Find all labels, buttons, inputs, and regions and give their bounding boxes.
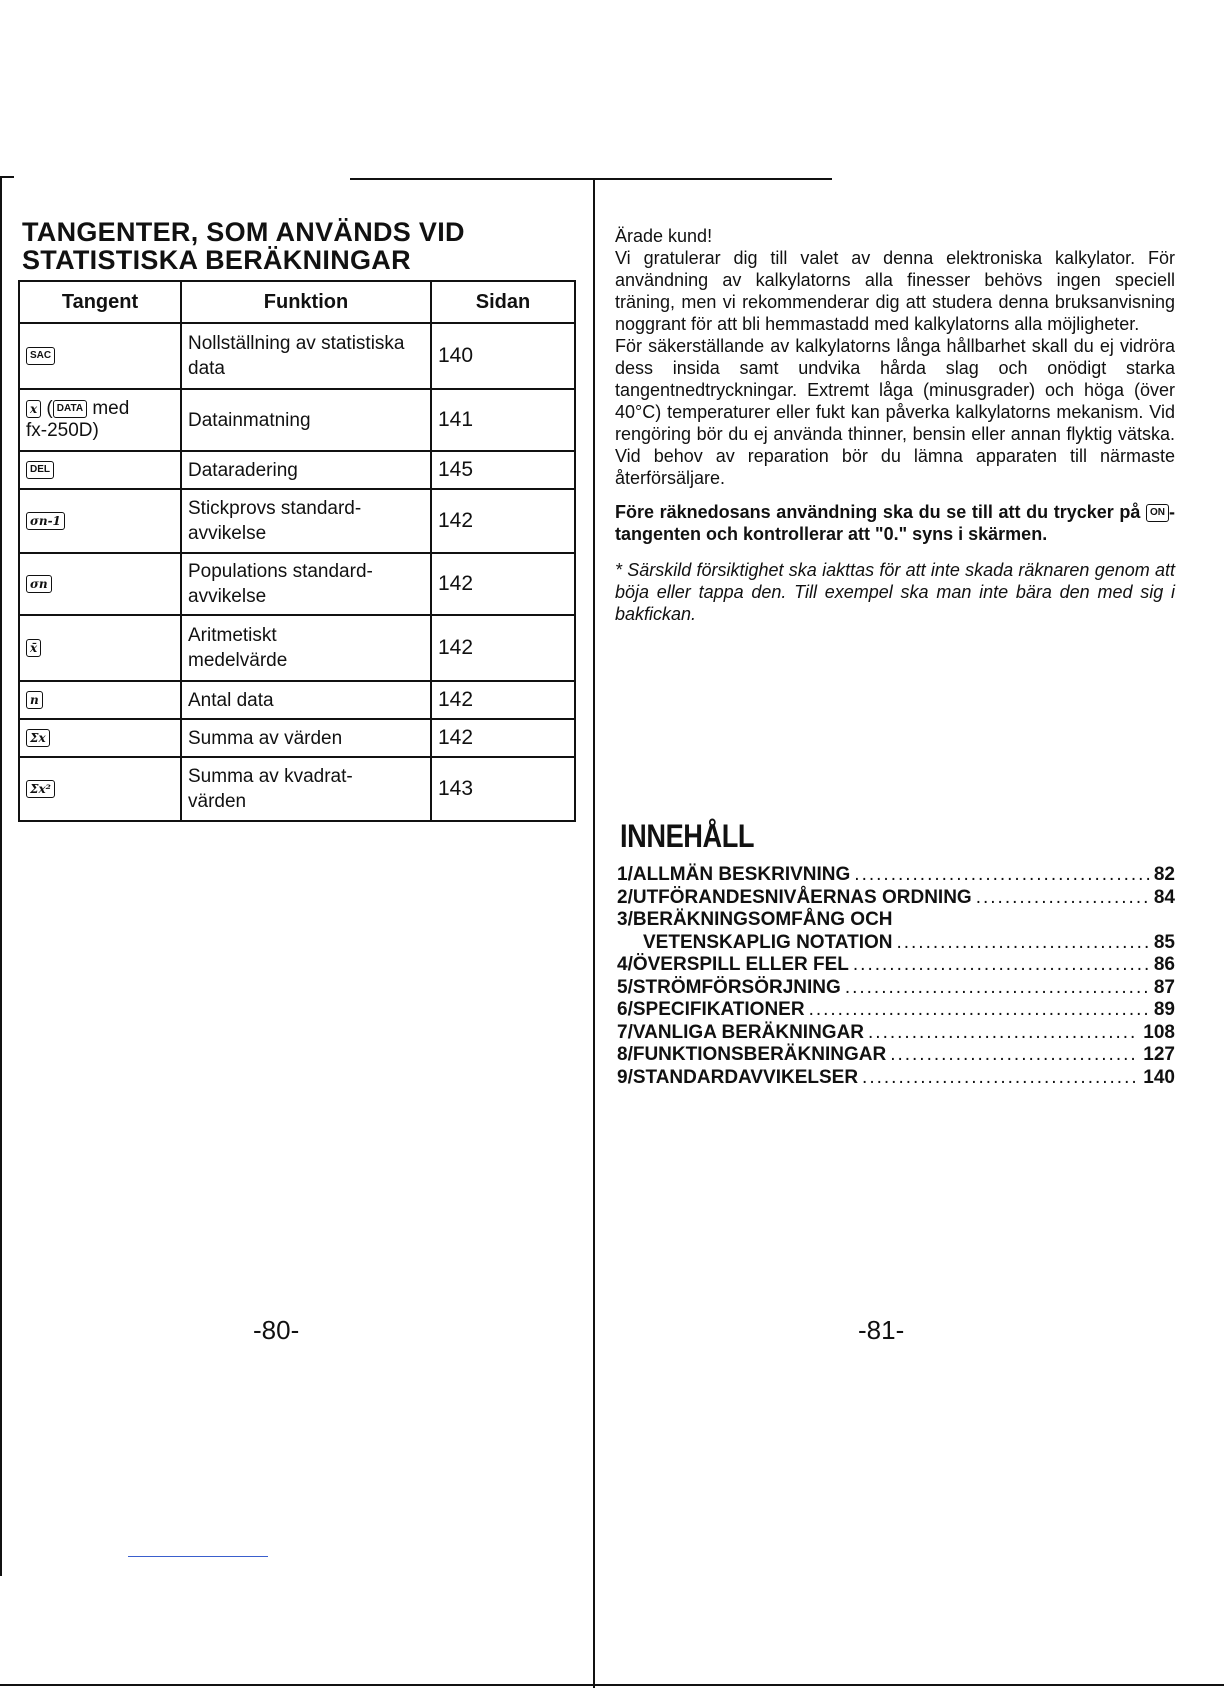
header-sidan: Sidan [431,281,575,323]
toc-item: 7/VANLIGA BERÄKNINGAR ..... 108 [617,1022,1175,1045]
statistics-keys-table [18,280,576,822]
sum-x-squared-key-icon: Σx² [26,780,55,798]
power-on-text: Före räknedosans användning ska du se till att du trycker på [615,502,1146,522]
top-rule [350,178,832,180]
toc-item: 2/UTFÖRANDESNIVÅERNAS ORDNING ..... 84 [617,887,1175,910]
toc-item: 6/SPECIFIKATIONER ..... 89 [617,999,1175,1022]
header-tangent: Tangent [19,281,181,323]
page-title [22,218,582,274]
function-cell: Antal data [181,681,431,719]
table-row [19,681,575,719]
x-key-icon: x [26,400,41,418]
key-note-model: fx-250D) [26,420,99,441]
table-row [19,553,575,615]
title-line-1: TANGENTER, SOM ANVÄNDS VID [22,217,465,247]
function-cell: Summa av värden [181,719,431,757]
function-line: värden [188,791,247,812]
function-line: medelvärde [188,650,288,671]
toc-item: 3/BERÄKNINGSOMFÅNG OCH [617,909,893,930]
on-key-icon: ON [1146,504,1169,522]
page-number-left: -80- [253,1315,300,1345]
x-bar-key-icon: x̄ [26,639,41,657]
greeting: Ärade kund! [615,226,713,246]
toc-item: 4/ÖVERSPILL ELLER FEL ..... 86 [617,954,1175,977]
toc-item: VETENSKAPLIG NOTATION ..... 85 [617,932,1175,955]
table-row [19,719,575,757]
function-line: Aritmetiskt [188,625,277,646]
table-row [19,489,575,553]
power-on-text-end: -tangenten och kontrollerar att "0." syns i skärmen. [615,502,1175,544]
table-row [19,323,575,389]
toc-item: 9/STANDARDAVVIKELSER ..... 140 [617,1067,1175,1090]
n-key-icon: n [26,691,43,709]
table-of-contents [617,864,1175,1089]
page-cell: 142 [431,489,575,553]
function-line: Populations standard- [188,561,373,582]
page-cell: 141 [431,389,575,451]
left-border-rule [0,176,2,1576]
key-note: med [92,398,130,419]
page-cell: 142 [431,615,575,681]
toc-item: 8/FUNKTIONSBERÄKNINGAR ..... 127 [617,1044,1175,1067]
contents-title: INNEHÅLL [620,818,755,854]
care-paragraph: För säkerställande av kalkylatorns långa hållbarhet skall du ej vidröra dess insida samt undvika hårda slag och onödigt starka tangentnedtryckningar. Extremt låga (minusgrader) och höga (över 40°C) temperaturer eller fukt kan påverka kalkylatorns mekanism. Vid rengöring bör du ej använda thinner, bensin eller annan flyktig vätska. Vid behov av reparation bör du lämna apparaten till närmaste återförsäljare. [615,336,1175,488]
title-line-2: STATISTISKA BERÄKNINGAR [22,245,411,275]
sigma-n-key-icon: σn [26,575,52,593]
toc-item: 1/ALLMÄN BESKRIVNING ..... 82 [617,864,1175,887]
data-key-icon: DATA [53,400,87,418]
page-cell: 142 [431,681,575,719]
page-cell: 142 [431,719,575,757]
intro-paragraph: Vi gratulerar dig till valet av denna elektroniska kalkylator. För användning av kalkylatorns alla finesser behövs ingen speciell träning, men vi rekommenderar dig att studera denna bruksanvisning noggrant för att bli hemmastadd med kalkylatorns alla möjligheter. [615,248,1175,334]
function-cell: Dataradering [181,451,431,489]
toc-item: 5/STRÖMFÖRSÖRJNING ..... 87 [617,977,1175,1000]
page-cell: 142 [431,553,575,615]
table-row [19,615,575,681]
sac-key-icon: SAC [26,347,55,365]
sum-x-key-icon: Σx [26,729,50,747]
caution-note: * Särskild försiktighet ska iakttas för att inte skada räknaren genom att böja eller tappa den. Till exempel ska man inte bära den med sig i bakfickan. [615,560,1175,624]
page-cell: 145 [431,451,575,489]
function-line: avvikelse [188,523,267,544]
scan-artifact-line [128,1556,268,1557]
function-line: Summa av kvadrat- [188,766,353,787]
function-line: avvikelse [188,586,267,607]
corner-tick [0,176,14,178]
page-cell: 143 [431,757,575,821]
sigma-n-minus-1-key-icon: σn-1 [26,512,65,530]
page-cell: 140 [431,323,575,389]
header-funktion: Funktion [181,281,431,323]
table-header-row [19,281,575,323]
power-on-paragraph [615,501,1175,545]
intro-text [615,225,1175,631]
table-row [19,451,575,489]
function-cell: Datainmatning [181,389,431,451]
table-row [19,757,575,821]
bottom-rule [0,1684,1224,1686]
function-cell: Nollställning av statistiska data [181,323,431,389]
del-key-icon: DEL [26,461,54,479]
page-number-right: -81- [858,1315,905,1345]
table-row: x ( DATA med fx-250D) Datainmatning 141 [19,389,575,451]
center-fold-rule [593,180,595,1688]
function-line: Stickprovs standard- [188,498,362,519]
